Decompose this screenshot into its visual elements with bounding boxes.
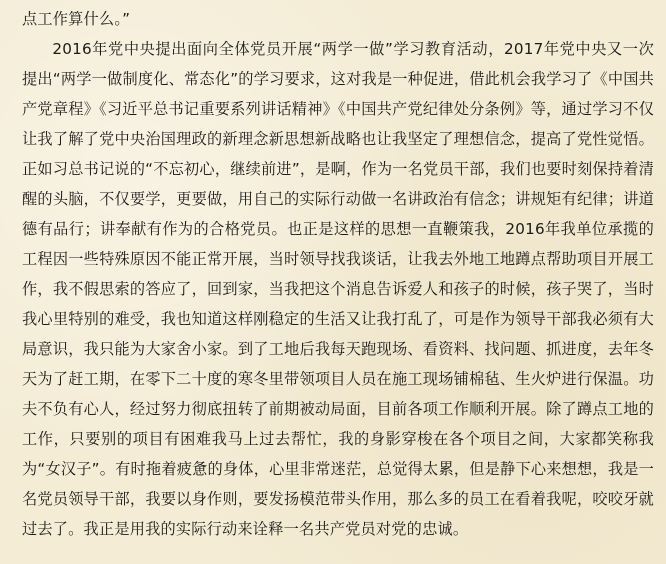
paragraph-main: 2016年党中央提出面向全体党员开展“两学一做”学习教育活动，2017年党中央又一次提出“两学一做制度化、常态化”的学习要求，这对我是一种促进，借此机会我学习了《中国共产党章程》《习近平总书记重要系列讲话精神》《中国共产党纪律处分条例》等，通过学习不仅让我了解了党中央治国理政的新理念新思想新战略也让我坚定了理想信念，提高了党性觉悟。正如习总书记说的“不忘初心，继续前进”，是啊，作为一名党员干部，我们也要时刻保持着清醒的头脑，不仅要学，更要做，用自己的实际行动做一名讲政治有信念；讲规矩有纪律；讲道德有品行；讲奉献有作为的合格党员。也正是这样的思想一直鞭策我，2016年我单位承揽的工程因一些特殊原因不能正常开展，当时领导找我谈话，让我去外地工地蹲点帮助项目开展工作，我不假思索的答应了，回到家，当我把这个消息告诉爱人和孩子的时候，孩子哭了，当时我心里特别的难受，我也知道这样刚稳定的生活又让我打乱了，可是作为领导干部我必须有大局意识，我只能为大家舍小家。到了工地后我每天跑现场、看资料、找问题、抓进度，去年冬天为了赶工期，在零下二十度的寒冬里带领项目人员在施工现场铺棉毡、生火炉进行保温。功夫不负有心人，经过努力彻底扭转了前期被动局面，目前各项工作顺利开展。除了蹲点工地的工作，只要别的项目有困难我马上过去帮忙，我的身影穿梭在各个项目之间，大家都笑称我为“女汉子”。有时拖着疲惫的身体，心里非常迷茫，总觉得太累，但是静下心来想想，我是一名党员领导干部，我要以身作则，要发扬模范带头作用，那么多的员工在看着我呢，咬咬牙就过去了。我正是用我的实际行动来诠释一名共产党员对党的忠诚。 [22,40,654,538]
paragraph-continuation: 点工作算什么。” [22,10,131,28]
